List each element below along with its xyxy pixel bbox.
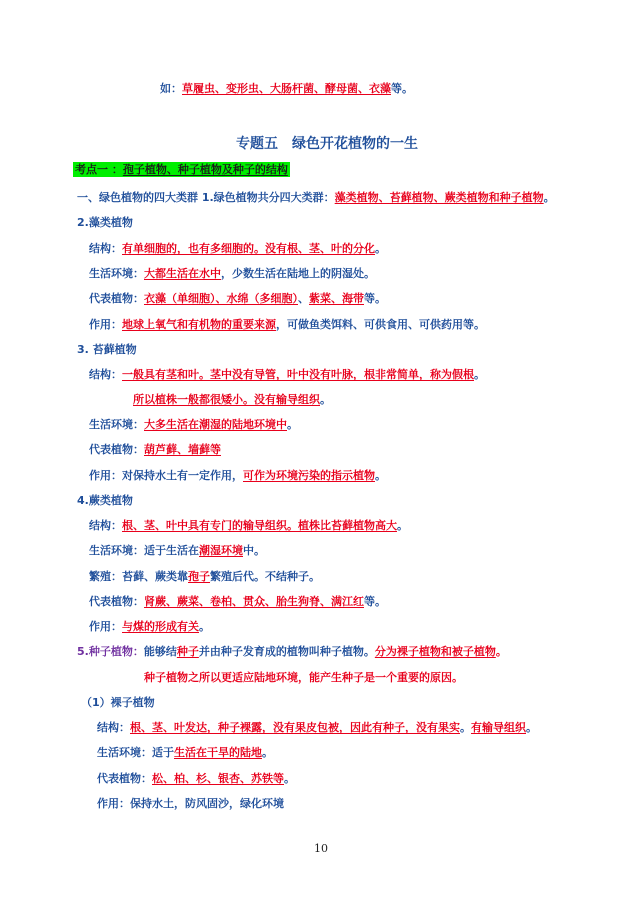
seed-heading: 5.种子植物： (77, 645, 144, 658)
algae-examples-a: 衣藻（单细胞）、水绵（多细胞） (144, 292, 298, 305)
gymno-structure (97, 721, 537, 735)
label: 生活环境： (97, 746, 152, 759)
algae-heading: 2.藻类植物 (77, 216, 133, 229)
algae-examples-c: 紫菜、海带 (309, 292, 364, 305)
seed-def-c: 并由种子发育成的植物叫种子植物。 (198, 645, 375, 658)
moss-habitat (89, 418, 298, 432)
moss-use-b: 可作为环境污染的指示植物 (243, 469, 375, 482)
punct: 。 (460, 721, 471, 734)
section1-intro: 一、绿色植物的四大类群 1.绿色植物共分四大类群： (77, 191, 335, 204)
punct: 。 (287, 418, 298, 431)
moss-habitat-text: 大多生活在潮湿的陆地环境中 (144, 418, 287, 431)
moss-structure (89, 368, 485, 382)
intro-suffix: 等。 (391, 82, 413, 95)
label: 代表植物： (89, 292, 144, 305)
label: 结构： (89, 368, 122, 381)
moss-use-a: 对保持水土有一定作用， (122, 469, 243, 482)
punct: 等。 (364, 595, 386, 608)
fern-repro-a: 苔藓、蕨类靠 (122, 570, 188, 583)
fern-habitat-b: 潮湿环境 (199, 544, 243, 557)
moss-heading: 3. 苔藓植物 (77, 343, 137, 356)
label: 繁殖： (89, 570, 122, 583)
label: 代表植物： (89, 443, 144, 456)
seed-def (77, 645, 507, 659)
gymno-heading: （1）裸子植物 (81, 696, 155, 709)
gymno-use (97, 797, 284, 811)
moss-use (89, 469, 386, 483)
fern-heading: 4.蕨类植物 (77, 494, 133, 507)
page-number: 10 (314, 842, 328, 855)
seed-def-b: 种子 (176, 645, 199, 658)
punct: 。 (375, 242, 386, 255)
fern-reproduction (89, 570, 320, 584)
kaodian-line (73, 163, 290, 177)
gymno-structure-c: 有输导组织 (471, 721, 526, 734)
label: 生活环境： (89, 544, 144, 557)
punct: 。 (284, 772, 295, 785)
algae-use-main: 地球上氧气和有机物的重要来源 (122, 318, 276, 331)
moss-structure-2 (133, 393, 331, 407)
gymno-structure-a: 根、茎、叶发达，种子裸露，没有果皮包被，因此有种子，没有果实 (130, 721, 460, 734)
gymno-habitat-b: 生活在干旱的陆地 (174, 746, 262, 759)
label: 作用： (97, 797, 130, 810)
section1-end: 。 (543, 191, 555, 204)
algae-examples (89, 292, 386, 306)
algae-structure (89, 242, 386, 256)
label: 结构： (89, 242, 122, 255)
fern-use (89, 620, 210, 634)
fern-habitat-c: 中。 (243, 544, 265, 557)
fern-examples-text: 肾蕨、蕨菜、卷柏、贯众、胎生狗脊、满江红 (144, 595, 364, 608)
gymno-examples (97, 772, 295, 786)
label: 作用： (89, 318, 122, 331)
kaodian-text: 孢子植物、种子植物及种子的结构 (122, 163, 288, 176)
algae-use-rest: ，可做鱼类饵料、可供食用、可供药用等。 (276, 318, 485, 331)
fern-habitat (89, 544, 265, 558)
section1-line (77, 191, 555, 205)
seed-def-d: 分为裸子植物和被子植物 (374, 645, 496, 658)
algae-use (89, 318, 485, 332)
algae-structure-text: 有单细胞的，也有多细胞的。没有根、茎、叶的分化 (122, 242, 375, 255)
label: 代表植物： (89, 595, 144, 608)
algae-habitat (89, 267, 375, 281)
label: 作用： (89, 469, 122, 482)
kaodian-highlight (73, 162, 290, 177)
punct: 、 (298, 292, 309, 305)
label: 代表植物： (97, 772, 152, 785)
seed-line2: 种子植物之所以更适应陆地环境，能产生种子是一个重要的原因。 (144, 671, 463, 684)
gymno-examples-text: 松、柏、杉、银杏、苏铁等 (152, 772, 284, 785)
label: 结构： (97, 721, 130, 734)
punct: 。 (474, 368, 485, 381)
label: 生活环境： (89, 418, 144, 431)
fern-habitat-a: 适于生活在 (144, 544, 199, 557)
punct: 。 (397, 519, 408, 532)
intro-prefix: 如： (160, 82, 182, 95)
moss-structure-line2: 所以植株一般都很矮小。没有输导组织 (133, 393, 320, 406)
fern-structure (89, 519, 408, 533)
label: 作用： (89, 620, 122, 633)
fern-use-text: 与煤的形成有关 (122, 620, 199, 633)
punct: 等。 (364, 292, 386, 305)
intro-line (160, 82, 413, 96)
fern-structure-text: 根、茎、叶中具有专门的输导组织。植株比苔藓植物高大 (122, 519, 397, 532)
topic-title: 专题五 绿色开花植物的一生 (236, 136, 418, 152)
moss-examples-text: 葫芦藓、墙藓等 (144, 443, 221, 456)
gymno-habitat (97, 746, 273, 760)
punct: 。 (262, 746, 273, 759)
punct: 。 (495, 645, 507, 658)
punct: 。 (526, 721, 537, 734)
punct: 。 (199, 620, 210, 633)
moss-structure-text: 一般具有茎和叶。茎中没有导管，叶中没有叶脉，根非常简单，称为假根 (122, 368, 474, 381)
fern-repro-c: 繁殖后代。不结种子。 (210, 570, 320, 583)
gymno-habitat-a: 适于 (152, 746, 174, 759)
algae-habitat-main: 大都生活在水中 (144, 267, 221, 280)
fern-examples (89, 595, 386, 609)
fern-repro-b: 孢子 (188, 570, 210, 583)
intro-organisms: 草履虫、变形虫、大肠杆菌、酵母菌、衣藻 (182, 82, 391, 95)
section1-groups: 藻类植物、苔藓植物、蕨类植物和种子植物 (334, 191, 544, 204)
algae-habitat-rest: ，少数生活在陆地上的阴湿处。 (221, 267, 375, 280)
label: 生活环境： (89, 267, 144, 280)
gymno-use-text: 保持水土，防风固沙，绿化环境 (130, 797, 284, 810)
moss-examples (89, 443, 221, 457)
punct: 。 (375, 469, 386, 482)
seed-def-a: 能够结 (143, 645, 177, 658)
label: 结构： (89, 519, 122, 532)
kaodian-label: 考点一 ： (75, 163, 123, 176)
punct: 。 (320, 393, 331, 406)
